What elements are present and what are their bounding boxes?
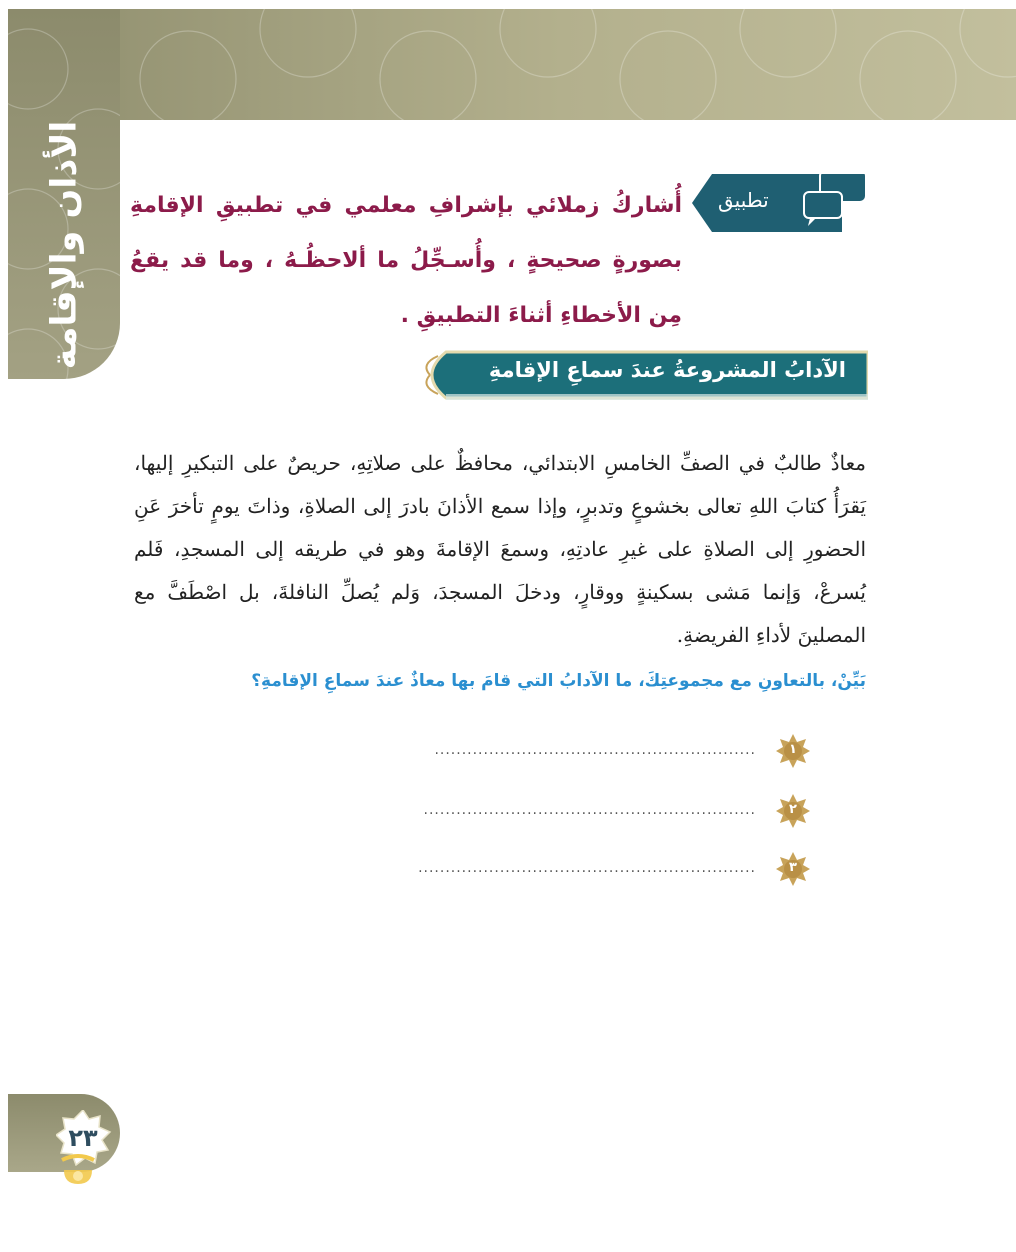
section-banner	[416, 346, 868, 404]
chapter-title-text: الأذان والإقامة	[44, 120, 85, 370]
page-number: ٢٣	[68, 1124, 98, 1152]
band-pattern	[8, 9, 1016, 120]
section-title: الآدابُ المشروعةُ عندَ سماعِ الإقامةِ	[488, 358, 846, 382]
publisher-logo-icon	[56, 1152, 100, 1188]
answer-number: ٢	[789, 802, 797, 817]
answer-line-2[interactable]	[390, 800, 810, 830]
star-number-badge	[776, 734, 810, 768]
apply-instruction-text: أُشاركُ زملائي بإشرافِ معلمي في تطبيقِ الإقامةِ بصورةٍ صحيحةٍ ، وأُسـجِّلُ ما ألاحظُـهُ ، وما قد يقعُ مِن الأخطاءِ أثناءَ التطبيقِ .	[130, 193, 682, 328]
apply-badge	[692, 174, 870, 232]
star-number-badge	[776, 794, 810, 828]
story-paragraph: معاذٌ طالبٌ في الصفِّ الخامسِ الابتدائي، محافظٌ على صلاتِهِ، حريصٌ على التبكيرِ إليها، يَقرَأُ كتابَ اللهِ تعالى بخشوعٍ وتدبرٍ، وإذا سمع الأذانَ بادرَ إلى الصلاةِ، وذاتَ يومٍ تأخرَ عَنِ الحضورِ إلى الصلاةِ على غيرِ عادتِهِ، وسمعَ الإقامةَ وهو في طريقه إلى المسجدِ، فَلم يُسرعْ، وَإنما مَشى بسكينةٍ ووقارٍ، ودخلَ المسجدَ، وَلم يُصلِّ النافلةَ، بل اصْطَفَّ مع المصلينَ لأداءِ الفريضةِ.	[134, 451, 866, 647]
top-decorative-band	[8, 9, 1016, 120]
answer-number: ١	[789, 742, 797, 757]
question-text: بَيِّنْ، بالتعاونِ مع مجموعتِكَ، ما الآدابُ التي قامَ بها معاذٌ عندَ سماعِ الإقامةِ؟	[251, 671, 866, 691]
answer-dots: ..............................................................	[418, 860, 756, 876]
answer-dots: .............................................................	[423, 802, 756, 818]
answer-line-3[interactable]	[390, 858, 810, 888]
answer-dots: ...........................................................	[434, 742, 756, 758]
chapter-title-vertical	[14, 120, 114, 370]
apply-badge-label: تطبيق	[718, 188, 769, 212]
answer-line-1[interactable]	[390, 740, 810, 770]
star-number-badge	[776, 852, 810, 886]
answer-number: ٣	[789, 860, 797, 875]
